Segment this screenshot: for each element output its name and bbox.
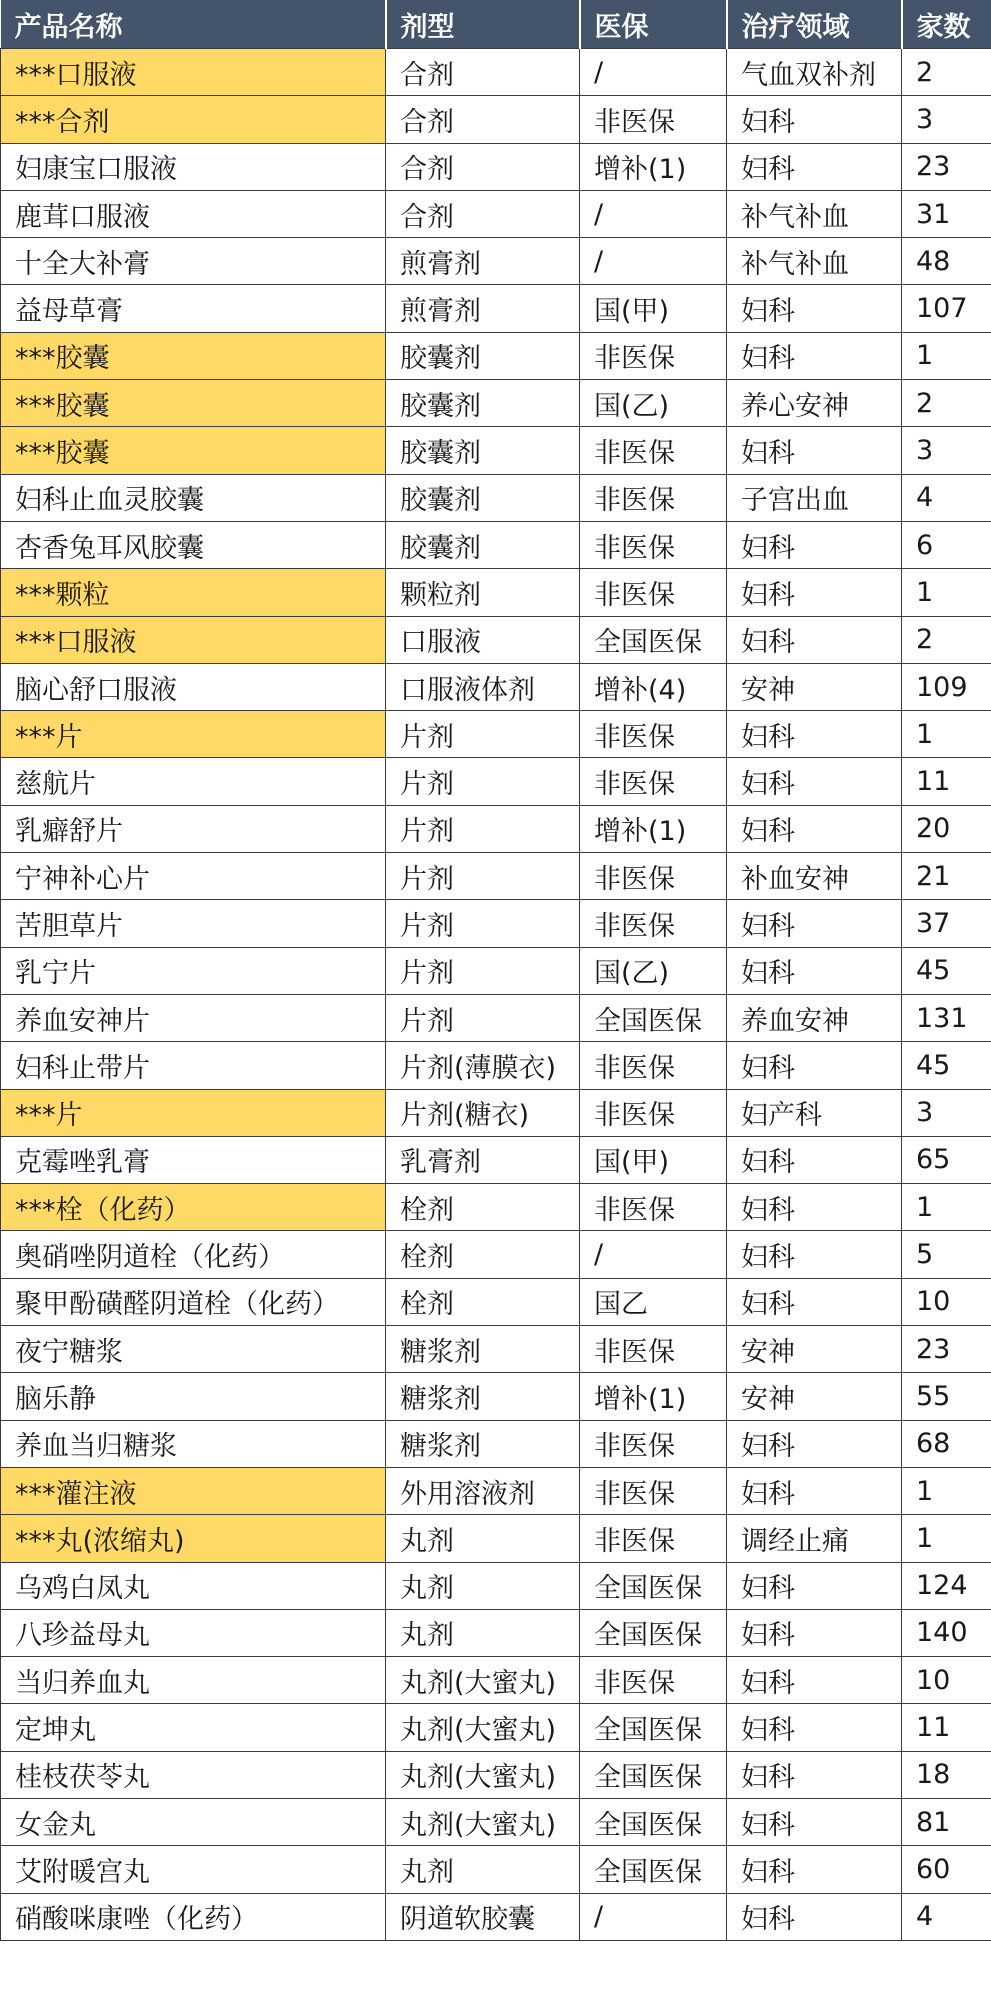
dosage-form-cell: 丸剂(大蜜丸) bbox=[386, 1657, 580, 1704]
manufacturer-count-cell: 1 bbox=[902, 1515, 991, 1562]
therapeutic-area-cell: 妇科 bbox=[727, 947, 902, 994]
therapeutic-area-cell: 养血安神 bbox=[727, 994, 902, 1041]
product-name-cell: 脑心舒口服液 bbox=[1, 663, 386, 710]
product-name-cell: 乳癖舒片 bbox=[1, 805, 386, 852]
manufacturer-count-cell: 81 bbox=[902, 1798, 991, 1845]
insurance-cell: / bbox=[580, 190, 727, 237]
product-name-cell: ***栓（化药） bbox=[1, 1184, 386, 1231]
product-name-cell: ***胶囊 bbox=[1, 427, 386, 474]
table-row bbox=[1, 1562, 991, 1609]
header-insurance: 医保 bbox=[580, 0, 727, 49]
manufacturer-count-cell: 23 bbox=[902, 1326, 991, 1373]
manufacturer-count-cell: 21 bbox=[902, 853, 991, 900]
insurance-cell: 全国医保 bbox=[580, 1609, 727, 1656]
manufacturer-count-cell: 1 bbox=[902, 1184, 991, 1231]
dosage-form-cell: 合剂 bbox=[386, 190, 580, 237]
insurance-cell: 全国医保 bbox=[580, 1751, 727, 1798]
therapeutic-area-cell: 妇科 bbox=[727, 1278, 902, 1325]
dosage-form-cell: 片剂 bbox=[386, 711, 580, 758]
dosage-form-cell: 胶囊剂 bbox=[386, 332, 580, 379]
dosage-form-cell: 胶囊剂 bbox=[386, 474, 580, 521]
product-name-cell: 妇康宝口服液 bbox=[1, 143, 386, 190]
dosage-form-cell: 糖浆剂 bbox=[386, 1420, 580, 1467]
manufacturer-count-cell: 68 bbox=[902, 1420, 991, 1467]
table-row bbox=[1, 238, 991, 285]
manufacturer-count-cell: 48 bbox=[902, 238, 991, 285]
insurance-cell: 非医保 bbox=[580, 332, 727, 379]
table-row bbox=[1, 1373, 991, 1420]
insurance-cell: 非医保 bbox=[580, 96, 727, 143]
product-name-cell: 鹿茸口服液 bbox=[1, 190, 386, 237]
therapeutic-area-cell: 安神 bbox=[727, 1373, 902, 1420]
table-row bbox=[1, 1515, 991, 1562]
therapeutic-area-cell: 妇科 bbox=[727, 1042, 902, 1089]
dosage-form-cell: 合剂 bbox=[386, 143, 580, 190]
table-row bbox=[1, 616, 991, 663]
therapeutic-area-cell: 妇科 bbox=[727, 521, 902, 568]
therapeutic-area-cell: 气血双补剂 bbox=[727, 49, 902, 96]
therapeutic-area-cell: 子宫出血 bbox=[727, 474, 902, 521]
table-body bbox=[1, 49, 991, 1941]
manufacturer-count-cell: 10 bbox=[902, 1657, 991, 1704]
insurance-cell: 非医保 bbox=[580, 711, 727, 758]
product-name-cell: ***灌注液 bbox=[1, 1467, 386, 1514]
manufacturer-count-cell: 60 bbox=[902, 1846, 991, 1893]
manufacturer-count-cell: 55 bbox=[902, 1373, 991, 1420]
insurance-cell: 全国医保 bbox=[580, 616, 727, 663]
table-row bbox=[1, 569, 991, 616]
therapeutic-area-cell: 妇科 bbox=[727, 332, 902, 379]
dosage-form-cell: 丸剂 bbox=[386, 1515, 580, 1562]
insurance-cell: 全国医保 bbox=[580, 1562, 727, 1609]
therapeutic-area-cell: 妇科 bbox=[727, 1704, 902, 1751]
manufacturer-count-cell: 3 bbox=[902, 427, 991, 474]
therapeutic-area-cell: 妇科 bbox=[727, 1136, 902, 1183]
product-name-cell: 妇科止带片 bbox=[1, 1042, 386, 1089]
product-name-cell: 十全大补膏 bbox=[1, 238, 386, 285]
insurance-cell: 非医保 bbox=[580, 1420, 727, 1467]
table-row bbox=[1, 1184, 991, 1231]
insurance-cell: 非医保 bbox=[580, 853, 727, 900]
dosage-form-cell: 丸剂 bbox=[386, 1609, 580, 1656]
therapeutic-area-cell: 妇科 bbox=[727, 1846, 902, 1893]
therapeutic-area-cell: 妇科 bbox=[727, 711, 902, 758]
table-row bbox=[1, 1893, 991, 1940]
product-name-cell: 慈航片 bbox=[1, 758, 386, 805]
product-name-cell: ***胶囊 bbox=[1, 332, 386, 379]
insurance-cell: 国(甲) bbox=[580, 285, 727, 332]
dosage-form-cell: 口服液体剂 bbox=[386, 663, 580, 710]
manufacturer-count-cell: 10 bbox=[902, 1278, 991, 1325]
table-row bbox=[1, 427, 991, 474]
insurance-cell: 全国医保 bbox=[580, 1704, 727, 1751]
manufacturer-count-cell: 124 bbox=[902, 1562, 991, 1609]
insurance-cell: 非医保 bbox=[580, 569, 727, 616]
dosage-form-cell: 栓剂 bbox=[386, 1278, 580, 1325]
manufacturer-count-cell: 65 bbox=[902, 1136, 991, 1183]
product-name-cell: 益母草膏 bbox=[1, 285, 386, 332]
therapeutic-area-cell: 调经止痛 bbox=[727, 1515, 902, 1562]
product-name-cell: 女金丸 bbox=[1, 1798, 386, 1845]
insurance-cell: 增补(1) bbox=[580, 805, 727, 852]
product-name-cell: 妇科止血灵胶囊 bbox=[1, 474, 386, 521]
insurance-cell: 非医保 bbox=[580, 1089, 727, 1136]
product-name-cell: 杏香兔耳风胶囊 bbox=[1, 521, 386, 568]
therapeutic-area-cell: 妇科 bbox=[727, 569, 902, 616]
therapeutic-area-cell: 安神 bbox=[727, 1326, 902, 1373]
dosage-form-cell: 口服液 bbox=[386, 616, 580, 663]
dosage-form-cell: 合剂 bbox=[386, 96, 580, 143]
manufacturer-count-cell: 18 bbox=[902, 1751, 991, 1798]
table-row bbox=[1, 1704, 991, 1751]
dosage-form-cell: 片剂 bbox=[386, 805, 580, 852]
table-row bbox=[1, 1042, 991, 1089]
manufacturer-count-cell: 3 bbox=[902, 1089, 991, 1136]
insurance-cell: 增补(1) bbox=[580, 1373, 727, 1420]
dosage-form-cell: 片剂 bbox=[386, 947, 580, 994]
product-name-cell: 夜宁糖浆 bbox=[1, 1326, 386, 1373]
therapeutic-area-cell: 妇科 bbox=[727, 1231, 902, 1278]
product-name-cell: ***片 bbox=[1, 1089, 386, 1136]
therapeutic-area-cell: 妇科 bbox=[727, 1467, 902, 1514]
manufacturer-count-cell: 45 bbox=[902, 1042, 991, 1089]
insurance-cell: 国(乙) bbox=[580, 380, 727, 427]
table-row bbox=[1, 994, 991, 1041]
product-name-cell: 乳宁片 bbox=[1, 947, 386, 994]
table-row bbox=[1, 1420, 991, 1467]
table-row bbox=[1, 1231, 991, 1278]
insurance-cell: 增补(1) bbox=[580, 143, 727, 190]
manufacturer-count-cell: 5 bbox=[902, 1231, 991, 1278]
insurance-cell: 非医保 bbox=[580, 1042, 727, 1089]
manufacturer-count-cell: 2 bbox=[902, 49, 991, 96]
insurance-cell: 非医保 bbox=[580, 900, 727, 947]
dosage-form-cell: 片剂 bbox=[386, 758, 580, 805]
therapeutic-area-cell: 补气补血 bbox=[727, 238, 902, 285]
product-name-cell: 养血安神片 bbox=[1, 994, 386, 1041]
insurance-cell: 非医保 bbox=[580, 1326, 727, 1373]
table-row bbox=[1, 663, 991, 710]
table-row bbox=[1, 96, 991, 143]
insurance-cell: / bbox=[580, 238, 727, 285]
product-name-cell: 桂枝茯苓丸 bbox=[1, 1751, 386, 1798]
product-name-cell: ***合剂 bbox=[1, 96, 386, 143]
dosage-form-cell: 片剂 bbox=[386, 994, 580, 1041]
manufacturer-count-cell: 6 bbox=[902, 521, 991, 568]
dosage-form-cell: 丸剂(大蜜丸) bbox=[386, 1798, 580, 1845]
table-row bbox=[1, 1136, 991, 1183]
dosage-form-cell: 胶囊剂 bbox=[386, 427, 580, 474]
therapeutic-area-cell: 妇科 bbox=[727, 900, 902, 947]
table-row bbox=[1, 711, 991, 758]
product-name-cell: 苦胆草片 bbox=[1, 900, 386, 947]
header-product-name: 产品名称 bbox=[1, 0, 386, 49]
manufacturer-count-cell: 4 bbox=[902, 1893, 991, 1940]
product-name-cell: 定坤丸 bbox=[1, 1704, 386, 1751]
product-name-cell: ***口服液 bbox=[1, 49, 386, 96]
table-header bbox=[1, 0, 991, 49]
therapeutic-area-cell: 妇科 bbox=[727, 143, 902, 190]
table-row bbox=[1, 1657, 991, 1704]
product-name-cell: ***丸(浓缩丸) bbox=[1, 1515, 386, 1562]
therapeutic-area-cell: 妇科 bbox=[727, 1657, 902, 1704]
insurance-cell: 增补(4) bbox=[580, 663, 727, 710]
insurance-cell: 非医保 bbox=[580, 427, 727, 474]
dosage-form-cell: 乳膏剂 bbox=[386, 1136, 580, 1183]
insurance-cell: 全国医保 bbox=[580, 994, 727, 1041]
table-row bbox=[1, 1278, 991, 1325]
therapeutic-area-cell: 妇科 bbox=[727, 1798, 902, 1845]
insurance-cell: / bbox=[580, 1893, 727, 1940]
insurance-cell: 国乙 bbox=[580, 1278, 727, 1325]
table-row bbox=[1, 285, 991, 332]
manufacturer-count-cell: 23 bbox=[902, 143, 991, 190]
table-row bbox=[1, 380, 991, 427]
manufacturer-count-cell: 109 bbox=[902, 663, 991, 710]
product-name-cell: 宁神补心片 bbox=[1, 853, 386, 900]
dosage-form-cell: 糖浆剂 bbox=[386, 1326, 580, 1373]
dosage-form-cell: 片剂 bbox=[386, 853, 580, 900]
therapeutic-area-cell: 妇科 bbox=[727, 758, 902, 805]
insurance-cell: 全国医保 bbox=[580, 1798, 727, 1845]
therapeutic-area-cell: 养心安神 bbox=[727, 380, 902, 427]
dosage-form-cell: 煎膏剂 bbox=[386, 238, 580, 285]
table-row bbox=[1, 143, 991, 190]
therapeutic-area-cell: 补血安神 bbox=[727, 853, 902, 900]
dosage-form-cell: 煎膏剂 bbox=[386, 285, 580, 332]
dosage-form-cell: 阴道软胶囊 bbox=[386, 1893, 580, 1940]
manufacturer-count-cell: 4 bbox=[902, 474, 991, 521]
manufacturer-count-cell: 1 bbox=[902, 1467, 991, 1514]
therapeutic-area-cell: 妇产科 bbox=[727, 1089, 902, 1136]
insurance-cell: 非医保 bbox=[580, 758, 727, 805]
manufacturer-count-cell: 11 bbox=[902, 1704, 991, 1751]
insurance-cell: / bbox=[580, 49, 727, 96]
table-row bbox=[1, 1609, 991, 1656]
insurance-cell: / bbox=[580, 1231, 727, 1278]
dosage-form-cell: 栓剂 bbox=[386, 1231, 580, 1278]
manufacturer-count-cell: 1 bbox=[902, 332, 991, 379]
manufacturer-count-cell: 140 bbox=[902, 1609, 991, 1656]
dosage-form-cell: 合剂 bbox=[386, 49, 580, 96]
table-row bbox=[1, 758, 991, 805]
manufacturer-count-cell: 1 bbox=[902, 569, 991, 616]
dosage-form-cell: 栓剂 bbox=[386, 1184, 580, 1231]
table-row bbox=[1, 190, 991, 237]
insurance-cell: 全国医保 bbox=[580, 1846, 727, 1893]
insurance-cell: 非医保 bbox=[580, 1657, 727, 1704]
header-manufacturer-count: 家数 bbox=[902, 0, 991, 49]
table-row bbox=[1, 332, 991, 379]
insurance-cell: 非医保 bbox=[580, 1184, 727, 1231]
therapeutic-area-cell: 妇科 bbox=[727, 805, 902, 852]
dosage-form-cell: 糖浆剂 bbox=[386, 1373, 580, 1420]
insurance-cell: 非医保 bbox=[580, 474, 727, 521]
table-row bbox=[1, 805, 991, 852]
manufacturer-count-cell: 20 bbox=[902, 805, 991, 852]
product-name-cell: ***片 bbox=[1, 711, 386, 758]
manufacturer-count-cell: 2 bbox=[902, 380, 991, 427]
therapeutic-area-cell: 妇科 bbox=[727, 1751, 902, 1798]
table-row bbox=[1, 521, 991, 568]
insurance-cell: 国(甲) bbox=[580, 1136, 727, 1183]
product-name-cell: 脑乐静 bbox=[1, 1373, 386, 1420]
table-row bbox=[1, 474, 991, 521]
manufacturer-count-cell: 3 bbox=[902, 96, 991, 143]
table-row bbox=[1, 1089, 991, 1136]
dosage-form-cell: 片剂(薄膜衣) bbox=[386, 1042, 580, 1089]
therapeutic-area-cell: 妇科 bbox=[727, 1562, 902, 1609]
therapeutic-area-cell: 妇科 bbox=[727, 1609, 902, 1656]
product-name-cell: ***颗粒 bbox=[1, 569, 386, 616]
therapeutic-area-cell: 妇科 bbox=[727, 1420, 902, 1467]
product-name-cell: 硝酸咪康唑（化药） bbox=[1, 1893, 386, 1940]
product-name-cell: 艾附暖宫丸 bbox=[1, 1846, 386, 1893]
therapeutic-area-cell: 妇科 bbox=[727, 1184, 902, 1231]
table-row bbox=[1, 947, 991, 994]
table-row bbox=[1, 1326, 991, 1373]
insurance-cell: 非医保 bbox=[580, 1467, 727, 1514]
manufacturer-count-cell: 1 bbox=[902, 711, 991, 758]
product-name-cell: 乌鸡白凤丸 bbox=[1, 1562, 386, 1609]
therapeutic-area-cell: 妇科 bbox=[727, 427, 902, 474]
dosage-form-cell: 胶囊剂 bbox=[386, 380, 580, 427]
therapeutic-area-cell: 补气补血 bbox=[727, 190, 902, 237]
table-row bbox=[1, 1798, 991, 1845]
dosage-form-cell: 片剂(糖衣) bbox=[386, 1089, 580, 1136]
dosage-form-cell: 片剂 bbox=[386, 900, 580, 947]
table-row bbox=[1, 853, 991, 900]
therapeutic-area-cell: 安神 bbox=[727, 663, 902, 710]
therapeutic-area-cell: 妇科 bbox=[727, 616, 902, 663]
manufacturer-count-cell: 131 bbox=[902, 994, 991, 1041]
dosage-form-cell: 胶囊剂 bbox=[386, 521, 580, 568]
dosage-form-cell: 丸剂 bbox=[386, 1846, 580, 1893]
insurance-cell: 非医保 bbox=[580, 521, 727, 568]
manufacturer-count-cell: 2 bbox=[902, 616, 991, 663]
manufacturer-count-cell: 11 bbox=[902, 758, 991, 805]
header-dosage-form: 剂型 bbox=[386, 0, 580, 49]
table-row bbox=[1, 1751, 991, 1798]
header-therapeutic-area: 治疗领域 bbox=[727, 0, 902, 49]
product-name-cell: 奥硝唑阴道栓（化药） bbox=[1, 1231, 386, 1278]
therapeutic-area-cell: 妇科 bbox=[727, 285, 902, 332]
insurance-cell: 非医保 bbox=[580, 1515, 727, 1562]
table-row bbox=[1, 900, 991, 947]
dosage-form-cell: 外用溶液剂 bbox=[386, 1467, 580, 1514]
therapeutic-area-cell: 妇科 bbox=[727, 1893, 902, 1940]
product-name-cell: ***口服液 bbox=[1, 616, 386, 663]
header-row bbox=[1, 0, 991, 49]
dosage-form-cell: 丸剂(大蜜丸) bbox=[386, 1704, 580, 1751]
dosage-form-cell: 丸剂 bbox=[386, 1562, 580, 1609]
manufacturer-count-cell: 45 bbox=[902, 947, 991, 994]
manufacturer-count-cell: 37 bbox=[902, 900, 991, 947]
manufacturer-count-cell: 31 bbox=[902, 190, 991, 237]
product-name-cell: 当归养血丸 bbox=[1, 1657, 386, 1704]
manufacturer-count-cell: 107 bbox=[902, 285, 991, 332]
product-name-cell: 克霉唑乳膏 bbox=[1, 1136, 386, 1183]
dosage-form-cell: 丸剂(大蜜丸) bbox=[386, 1751, 580, 1798]
insurance-cell: 国(乙) bbox=[580, 947, 727, 994]
therapeutic-area-cell: 妇科 bbox=[727, 96, 902, 143]
table-row bbox=[1, 49, 991, 96]
table-row bbox=[1, 1467, 991, 1514]
product-name-cell: 养血当归糖浆 bbox=[1, 1420, 386, 1467]
product-name-cell: 八珍益母丸 bbox=[1, 1609, 386, 1656]
table-row bbox=[1, 1846, 991, 1893]
dosage-form-cell: 颗粒剂 bbox=[386, 569, 580, 616]
product-name-cell: ***胶囊 bbox=[1, 380, 386, 427]
product-name-cell: 聚甲酚磺醛阴道栓（化药） bbox=[1, 1278, 386, 1325]
